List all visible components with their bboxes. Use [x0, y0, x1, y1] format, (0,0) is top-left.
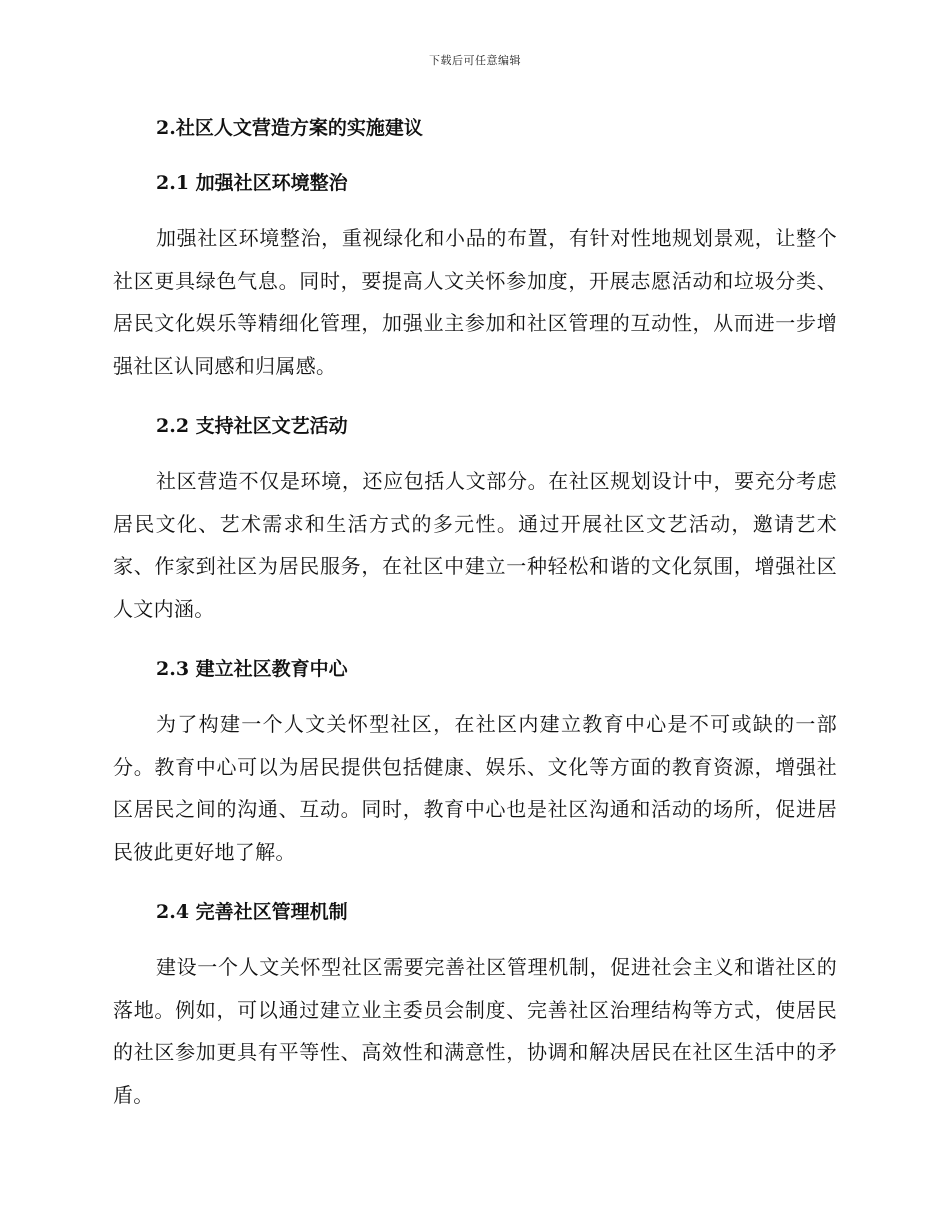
document-body — [113, 112, 837, 1116]
subsection-paragraph-2-1: 加强社区环境整治，重视绿化和小品的布置，有针对性地规划景观，让整个社区更具绿色气息。同时，要提高人文关怀参加度，开展志愿活动和垃圾分类、居民文化娱乐等精细化管理，加强业主参加和社区管理的互动性，从而进一步增强社区认同感和归属感。 — [113, 226, 837, 378]
subsection-paragraph-2-3: 为了构建一个人文关怀型社区，在社区内建立教育中心是不可或缺的一部分。教育中心可以为居民提供包括健康、娱乐、文化等方面的教育资源，增强社区居民之间的沟通、互动。同时，教育中心也是社区沟通和活动的场所，促进居民彼此更好地了解。 — [113, 712, 837, 864]
subsection-paragraph-2-2: 社区营造不仅是环境，还应包括人文部分。在社区规划设计中，要充分考虑居民文化、艺术需求和生活方式的多元性。通过开展社区文艺活动，邀请艺术家、作家到社区为居民服务，在社区中建立一种轻松和谐的文化氛围，增强社区人文内涵。 — [113, 469, 837, 621]
page-header: 下载后可任意编辑 — [429, 54, 521, 67]
subsection-heading-2-2: 2.2 支持社区文艺活动 — [156, 415, 348, 437]
subsection-paragraph-2-4: 建设一个人文关怀型社区需要完善社区管理机制，促进社会主义和谐社区的落地。例如，可以通过建立业主委员会制度、完善社区治理结构等方式，使居民的社区参加更具有平等性、高效性和满意性，协调和解决居民在社区生活中的矛盾。 — [113, 955, 837, 1107]
subsection-heading-2-1: 2.1 加强社区环境整治 — [156, 172, 348, 194]
subsection-heading-2-3: 2.3 建立社区教育中心 — [156, 658, 348, 680]
subsection-heading-2-4: 2.4 完善社区管理机制 — [156, 901, 348, 923]
section-title: 2.社区人文营造方案的实施建议 — [156, 117, 423, 139]
